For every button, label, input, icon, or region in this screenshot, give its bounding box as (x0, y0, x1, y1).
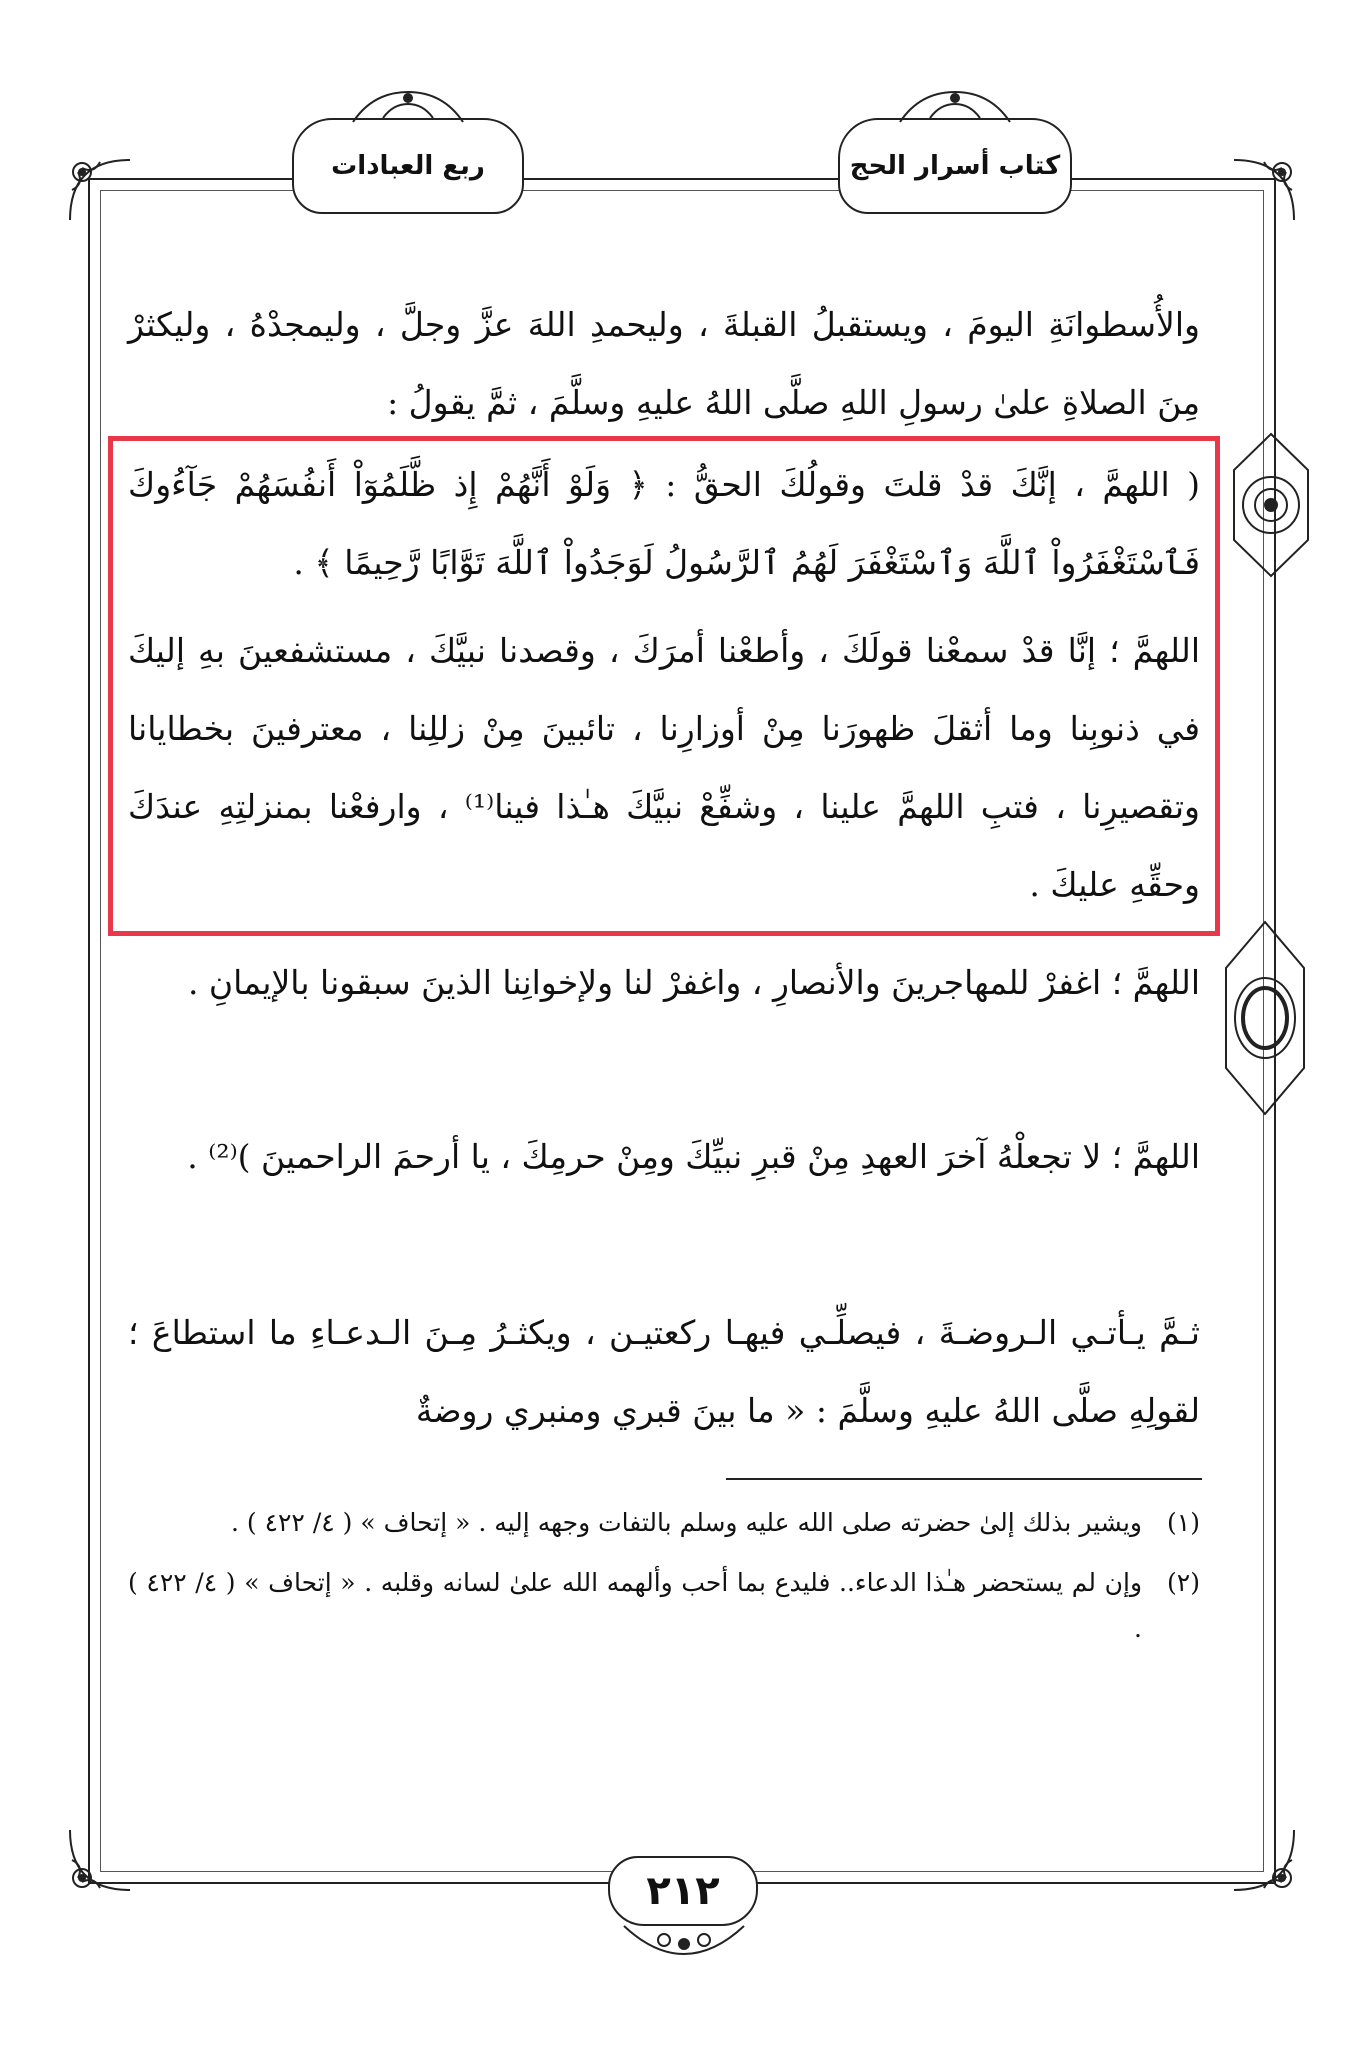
paragraph-text: اللهمَّ ؛ إنَّا قدْ سمعْنا قولَكَ ، وأطعْنا أمرَكَ ، وقصدنا نبيَّكَ ، مستشفعينَ بهِ إليكَ في ذنوبِنا وما أثقلَ ظهورَنا مِنْ أوزارِنا ، تائبينَ مِنْ زللِنا ، معترفينَ بخطايانا وتقصيرِنا ، فتبِ اللهمَّ علينا ، وشفِّعْ نبيَّكَ هـٰذا فينا⁽¹⁾ ، وارفعْنا بمنزلتِهِ عندَكَ وحقِّهِ عليكَ . (128, 631, 1200, 904)
footnote (128, 1560, 1200, 1652)
corner-ornament-icon (1226, 1822, 1304, 1900)
paragraph-text: اللهمَّ ؛ لا تجعلْهُ آخرَ العهدِ مِنْ قبرِ نبيِّكَ ومِنْ حرمِكَ ، يا أرحمَ الراحمينَ )⁽²⁾ . (187, 1137, 1200, 1176)
page-number (608, 1856, 758, 1926)
paragraph-text: ثـمَّ يـأتـي الـروضـةَ ، فيصلِّـي فيهـا ركعتيـن ، ويكثـرُ مِـنَ الـدعـاءِ ما استطاعَ ؛ لقولِهِ صلَّى اللهُ عليهِ وسلَّمَ : « ما بينَ قبري ومنبري روضةٌ (128, 1313, 1200, 1430)
footnote-number: (١) (1167, 1508, 1200, 1537)
paragraph-text: اللهمَّ ؛ اغفرْ للمهاجرينَ والأنصارِ ، واغفرْ لنا ولإخوانِنا الذينَ سبقونا بالإيمانِ . (187, 963, 1200, 1002)
page-number-ornament-icon (614, 1918, 754, 1958)
side-medallion-icon (1222, 918, 1308, 1118)
footnote-text: وإن لم يستحضر هـٰذا الدعاء.. فليدع بما أحب وألهمه الله علىٰ لسانه وقلبه . « إتحاف » ( ٤/ ٤٢٢ ) . (128, 1568, 1143, 1643)
corner-ornament-icon (60, 150, 138, 228)
corner-ornament-icon (60, 1822, 138, 1900)
header-section-title (292, 118, 524, 214)
paragraph-text: ( اللهمَّ ، إنَّكَ قدْ قلتَ وقولُكَ الحقُّ : ﴿ وَلَوْ أَنَّهُمْ إِذ ظَّلَمُوٓاْ أَنفُسَهُمْ جَآءُوكَ فَٱسْتَغْفَرُواْ ٱللَّهَ وَٱسْتَغْفَرَ لَهُمُ ٱلرَّسُولُ لَوَجَدُواْ ٱللَّهَ تَوَّابًا رَّحِيمًا ﴾ . (128, 465, 1200, 582)
section-title-text: ربع العبادات (331, 151, 485, 181)
paragraph-6 (128, 1294, 1200, 1450)
corner-ornament-icon (1226, 150, 1304, 228)
crown-ornament-icon (348, 88, 468, 124)
footnotes (128, 1500, 1200, 1666)
book-title-text: كتاب أسرار الحج (849, 151, 1061, 181)
footnote-number: (٢) (1167, 1568, 1200, 1597)
paragraph-1 (128, 286, 1200, 442)
crown-ornament-icon (895, 88, 1015, 124)
footnote-separator (726, 1478, 1202, 1480)
header-book-title (838, 118, 1072, 214)
paragraph-4 (128, 944, 1200, 1022)
paragraph-3 (128, 612, 1200, 924)
paragraph-2 (128, 446, 1200, 602)
footnote (128, 1500, 1200, 1546)
paragraph-text: والأُسطوانَةِ اليومَ ، ويستقبلُ القبلةَ ، وليحمدِ اللهَ عزَّ وجلَّ ، وليمجدْهُ ، وليكثرْ مِنَ الصلاةِ علىٰ رسولِ اللهِ صلَّى اللهُ عليهِ وسلَّمَ ، ثمَّ يقولُ : (128, 305, 1200, 422)
footnote-text: ويشير بذلك إلىٰ حضرته صلى الله عليه وسلم بالتفات وجهه إليه . « إتحاف » ( ٤/ ٤٢٢ ) . (230, 1508, 1142, 1537)
page-number-text: ٢١٢ (646, 1868, 720, 1914)
paragraph-5 (128, 1118, 1200, 1196)
side-medallion-icon (1228, 430, 1314, 580)
